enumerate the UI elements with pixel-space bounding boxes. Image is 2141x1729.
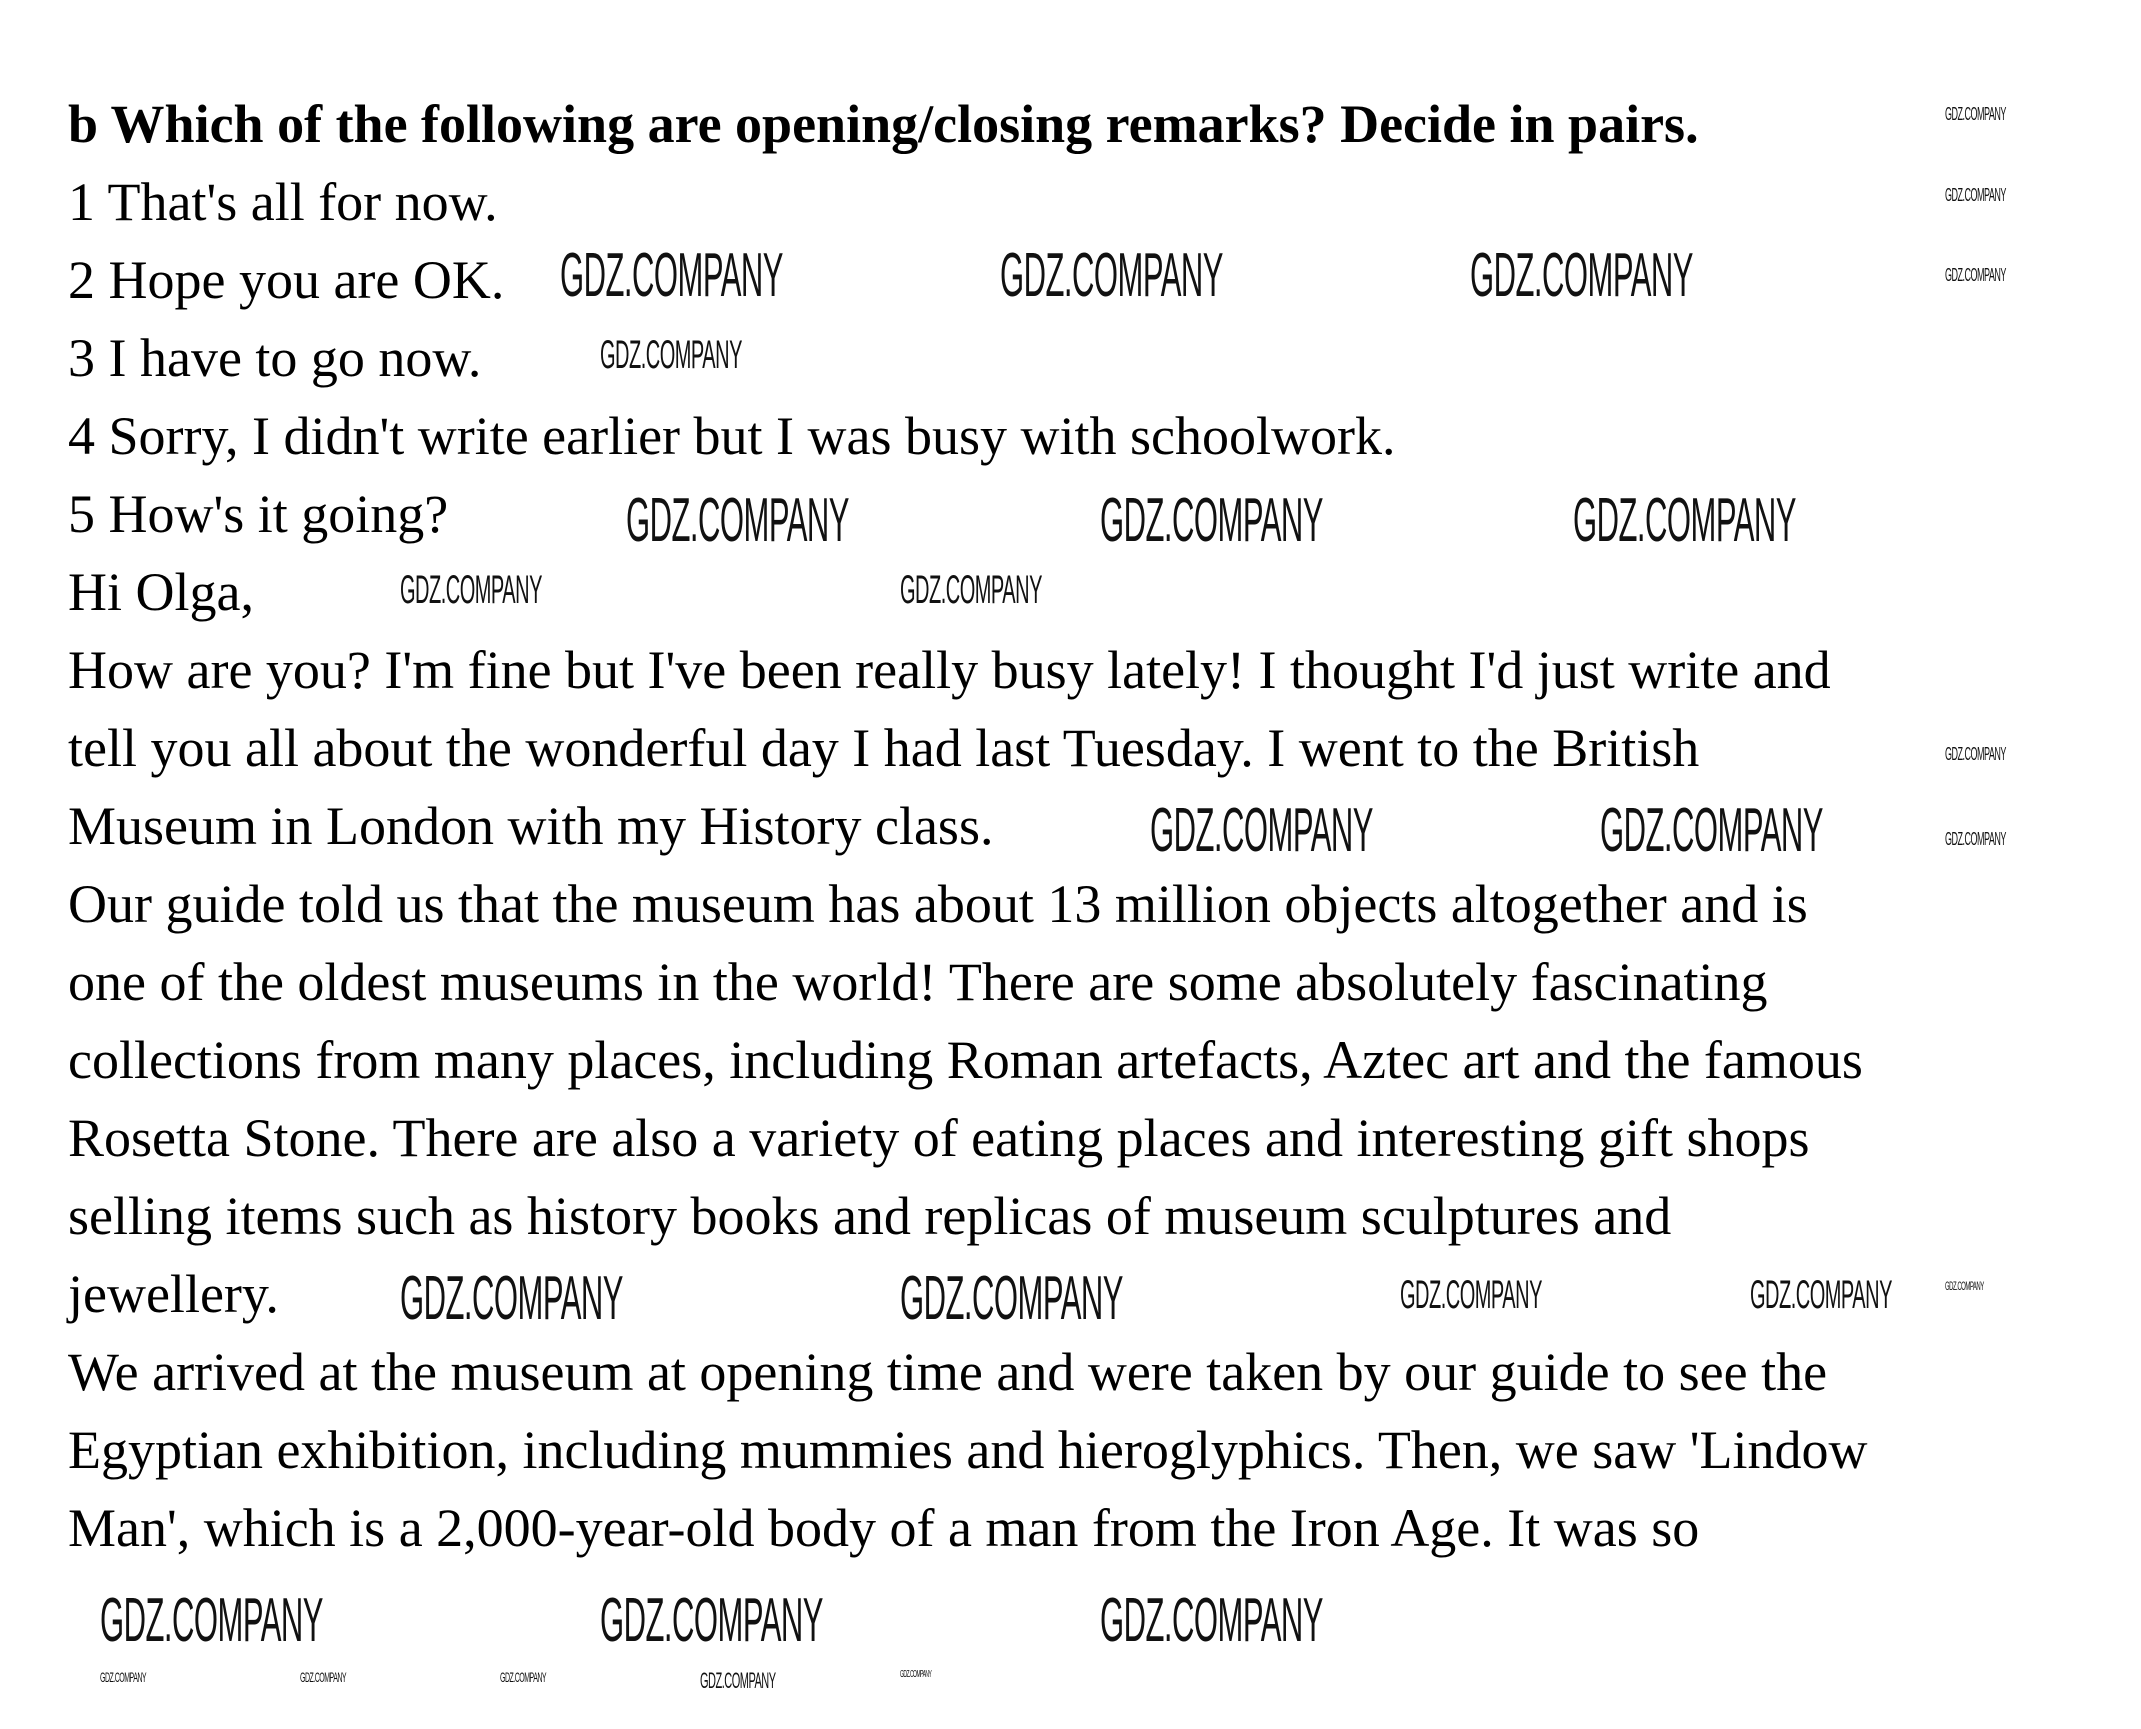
watermark: GDZ.COMPANY — [1750, 1273, 1892, 1317]
letter-line: How are you? I'm fine but I've been really busy lately! I thought I'd just write and — [68, 640, 1831, 700]
letter-line: Our guide told us that the museum has about 13 million objects altogether and is — [68, 874, 1808, 934]
watermark: GDZ.COMPANY — [1100, 1586, 1323, 1655]
letter-line: Egyptian exhibition, including mummies and hieroglyphics. Then, we saw 'Lindow — [68, 1420, 1868, 1480]
watermark: GDZ.COMPANY — [1100, 486, 1323, 555]
letter-line: collections from many places, including Roman artefacts, Aztec art and the famous — [68, 1030, 1863, 1090]
watermark: GDZ.COMPANY — [900, 568, 1042, 612]
letter-line: Rosetta Stone. There are also a variety of eating places and interesting gift shops — [68, 1108, 1810, 1168]
watermark: GDZ.COMPANY — [500, 1669, 547, 1685]
watermark: GDZ.COMPANY — [400, 568, 542, 612]
letter-line: one of the oldest museums in the world! There are some absolutely fascinating — [68, 952, 1768, 1012]
watermark: GDZ.COMPANY — [1600, 796, 1823, 865]
watermark: GDZ.COMPANY — [100, 1586, 323, 1655]
watermark: GDZ.COMPANY — [600, 333, 742, 377]
watermark: GDZ.COMPANY — [1945, 744, 2006, 764]
watermark: GDZ.COMPANY — [560, 241, 783, 310]
watermark: GDZ.COMPANY — [700, 1668, 776, 1693]
exercise-item: 1 That's all for now. — [68, 172, 498, 232]
watermark: GDZ.COMPANY — [400, 1264, 623, 1333]
letter-line: We arrived at the museum at opening time and were taken by our guide to see the — [68, 1342, 1828, 1402]
letter-line: Museum in London with my History class. — [68, 796, 994, 856]
watermark: GDZ.COMPANY — [1945, 185, 2006, 205]
letter-line: Hi Olga, — [68, 562, 254, 622]
watermark: GDZ.COMPANY — [626, 486, 849, 555]
letter-line: selling items such as history books and replicas of museum sculptures and — [68, 1186, 1672, 1246]
exercise-item: 5 How's it going? — [68, 484, 449, 544]
watermark: GDZ.COMPANY — [1000, 241, 1223, 310]
letter-line: tell you all about the wonderful day I had last Tuesday. I went to the British — [68, 718, 1700, 778]
watermark: GDZ.COMPANY — [1945, 1279, 1984, 1293]
watermark: GDZ.COMPANY — [1150, 796, 1373, 865]
watermark: GDZ.COMPANY — [1945, 104, 2006, 124]
watermark: GDZ.COMPANY — [600, 1586, 823, 1655]
watermark: GDZ.COMPANY — [1400, 1273, 1542, 1317]
watermark: GDZ.COMPANY — [300, 1669, 347, 1685]
letter-line: jewellery. — [68, 1264, 279, 1324]
watermark: GDZ.COMPANY — [900, 1669, 932, 1680]
watermark: GDZ.COMPANY — [1945, 265, 2006, 285]
watermark: GDZ.COMPANY — [1945, 829, 2006, 849]
watermark: GDZ.COMPANY — [100, 1669, 147, 1685]
letter-line: Man', which is a 2,000-year-old body of a man from the Iron Age. It was so — [68, 1498, 1700, 1558]
exercise-item: 3 I have to go now. — [68, 328, 482, 388]
watermark: GDZ.COMPANY — [900, 1264, 1123, 1333]
exercise-heading: b Which of the following are opening/closing remarks? Decide in pairs. — [68, 94, 1699, 154]
watermark: GDZ.COMPANY — [1573, 486, 1796, 555]
exercise-item: 4 Sorry, I didn't write earlier but I was busy with schoolwork. — [68, 406, 1396, 466]
exercise-item: 2 Hope you are OK. — [68, 250, 505, 310]
watermark: GDZ.COMPANY — [1470, 241, 1693, 310]
